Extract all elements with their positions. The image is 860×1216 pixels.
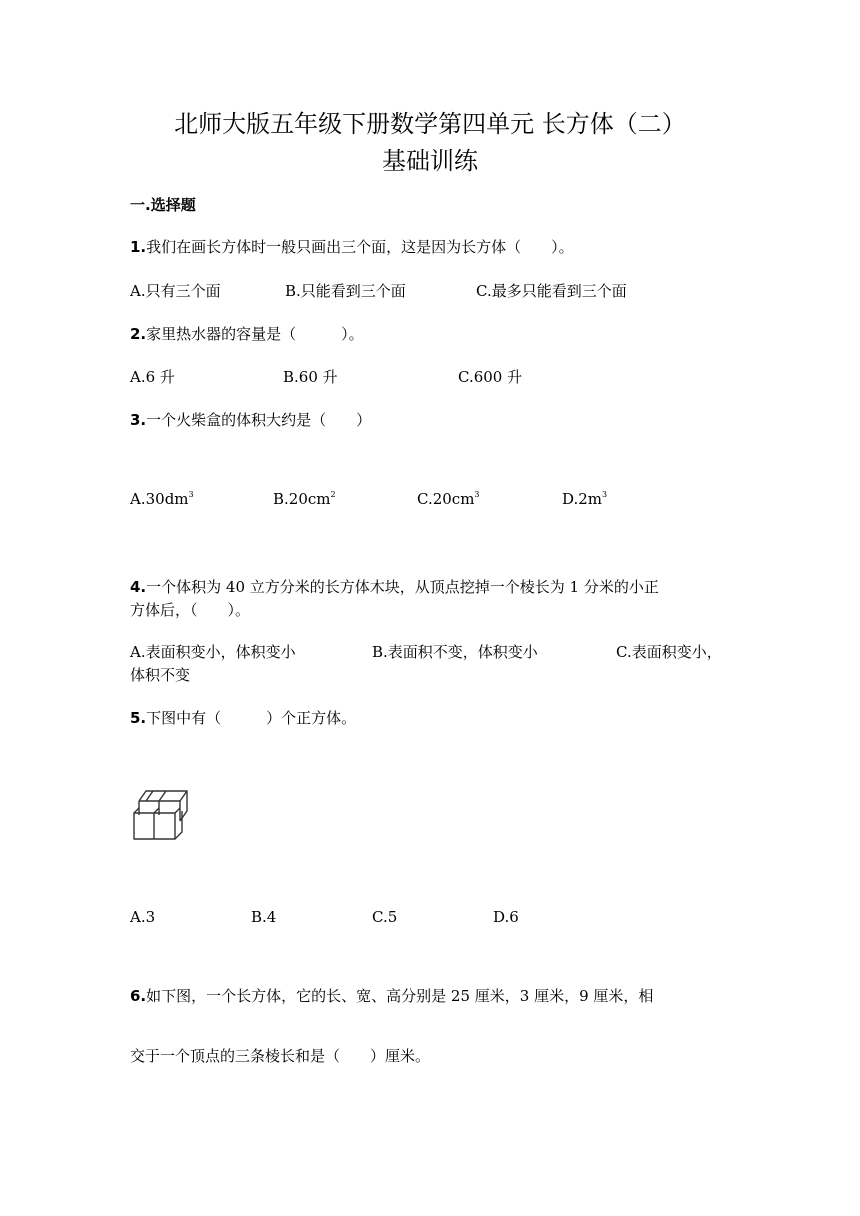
q1-option-b[interactable]: B.只能看到三个面 [285, 282, 406, 300]
question-number: 1. [130, 238, 147, 256]
question-text: 如下图，一个长方体，它的长、宽、高分别是 25 厘米，3 厘米，9 厘米，相 [146, 987, 654, 1005]
question-text: 一个火柴盒的体积大约是（ ） [146, 411, 372, 429]
question-5 [130, 707, 356, 728]
question-text: 下图中有（ ）个正方体。 [146, 709, 357, 727]
question-text: 一个体积为 40 立方分米的长方体木块，从顶点挖掉一个棱长为 1 分米的小正 [146, 578, 659, 596]
superscript: 3 [602, 490, 608, 499]
page-subtitle: 基础训练 [382, 147, 478, 175]
question-1 [130, 236, 574, 257]
q3-option-d[interactable] [562, 490, 607, 508]
q5-option-a[interactable]: A.3 [130, 908, 156, 926]
section-heading: 一.选择题 [130, 196, 196, 214]
question-4 [130, 576, 659, 597]
q3-option-b[interactable] [273, 490, 336, 508]
question-text: 家里热水器的容量是（ ）。 [146, 325, 364, 343]
option-text: D.2m [562, 490, 603, 508]
q2-option-b[interactable]: B.60 升 [283, 368, 338, 386]
question-4-line-2: 方体后，（ ）。 [130, 601, 251, 619]
q5-option-d[interactable]: D.6 [493, 908, 519, 926]
superscript: 2 [330, 490, 336, 499]
question-number: 5. [130, 709, 147, 727]
question-2 [130, 323, 364, 344]
q4-option-b[interactable]: B.表面积不变，体积变小 [372, 643, 538, 661]
option-text: C.20cm [417, 490, 475, 508]
question-text: 我们在画长方体时一般只画出三个面，这是因为长方体（ ）。 [146, 238, 574, 256]
question-6 [130, 985, 653, 1006]
superscript: 3 [188, 490, 194, 499]
q1-option-a[interactable]: A.只有三个面 [130, 282, 221, 300]
question-number: 2. [130, 325, 147, 343]
superscript: 3 [474, 490, 480, 499]
question-number: 4. [130, 578, 147, 596]
stacked-cubes-figure [132, 784, 192, 844]
question-number: 3. [130, 411, 147, 429]
option-text: B.20cm [273, 490, 331, 508]
q4-option-c[interactable]: C.表面积变小， [616, 643, 722, 661]
question-3 [130, 409, 371, 430]
q5-option-b[interactable]: B.4 [251, 908, 277, 926]
q5-option-c[interactable]: C.5 [372, 908, 398, 926]
q4-option-a[interactable]: A.表面积变小，体积变小 [130, 643, 296, 661]
option-text: A.30dm [130, 490, 189, 508]
q3-option-a[interactable] [130, 490, 194, 508]
question-6-line-2: 交于一个顶点的三条棱长和是（ ）厘米。 [130, 1047, 431, 1065]
q4-option-c-continued: 体积不变 [130, 666, 191, 684]
question-number: 6. [130, 987, 147, 1005]
q3-option-c[interactable] [417, 490, 480, 508]
page-title: 北师大版五年级下册数学第四单元 长方体（二） [174, 110, 686, 138]
q1-option-c[interactable]: C.最多只能看到三个面 [476, 282, 627, 300]
q2-option-c[interactable]: C.600 升 [458, 368, 523, 386]
q2-option-a[interactable]: A.6 升 [130, 368, 175, 386]
